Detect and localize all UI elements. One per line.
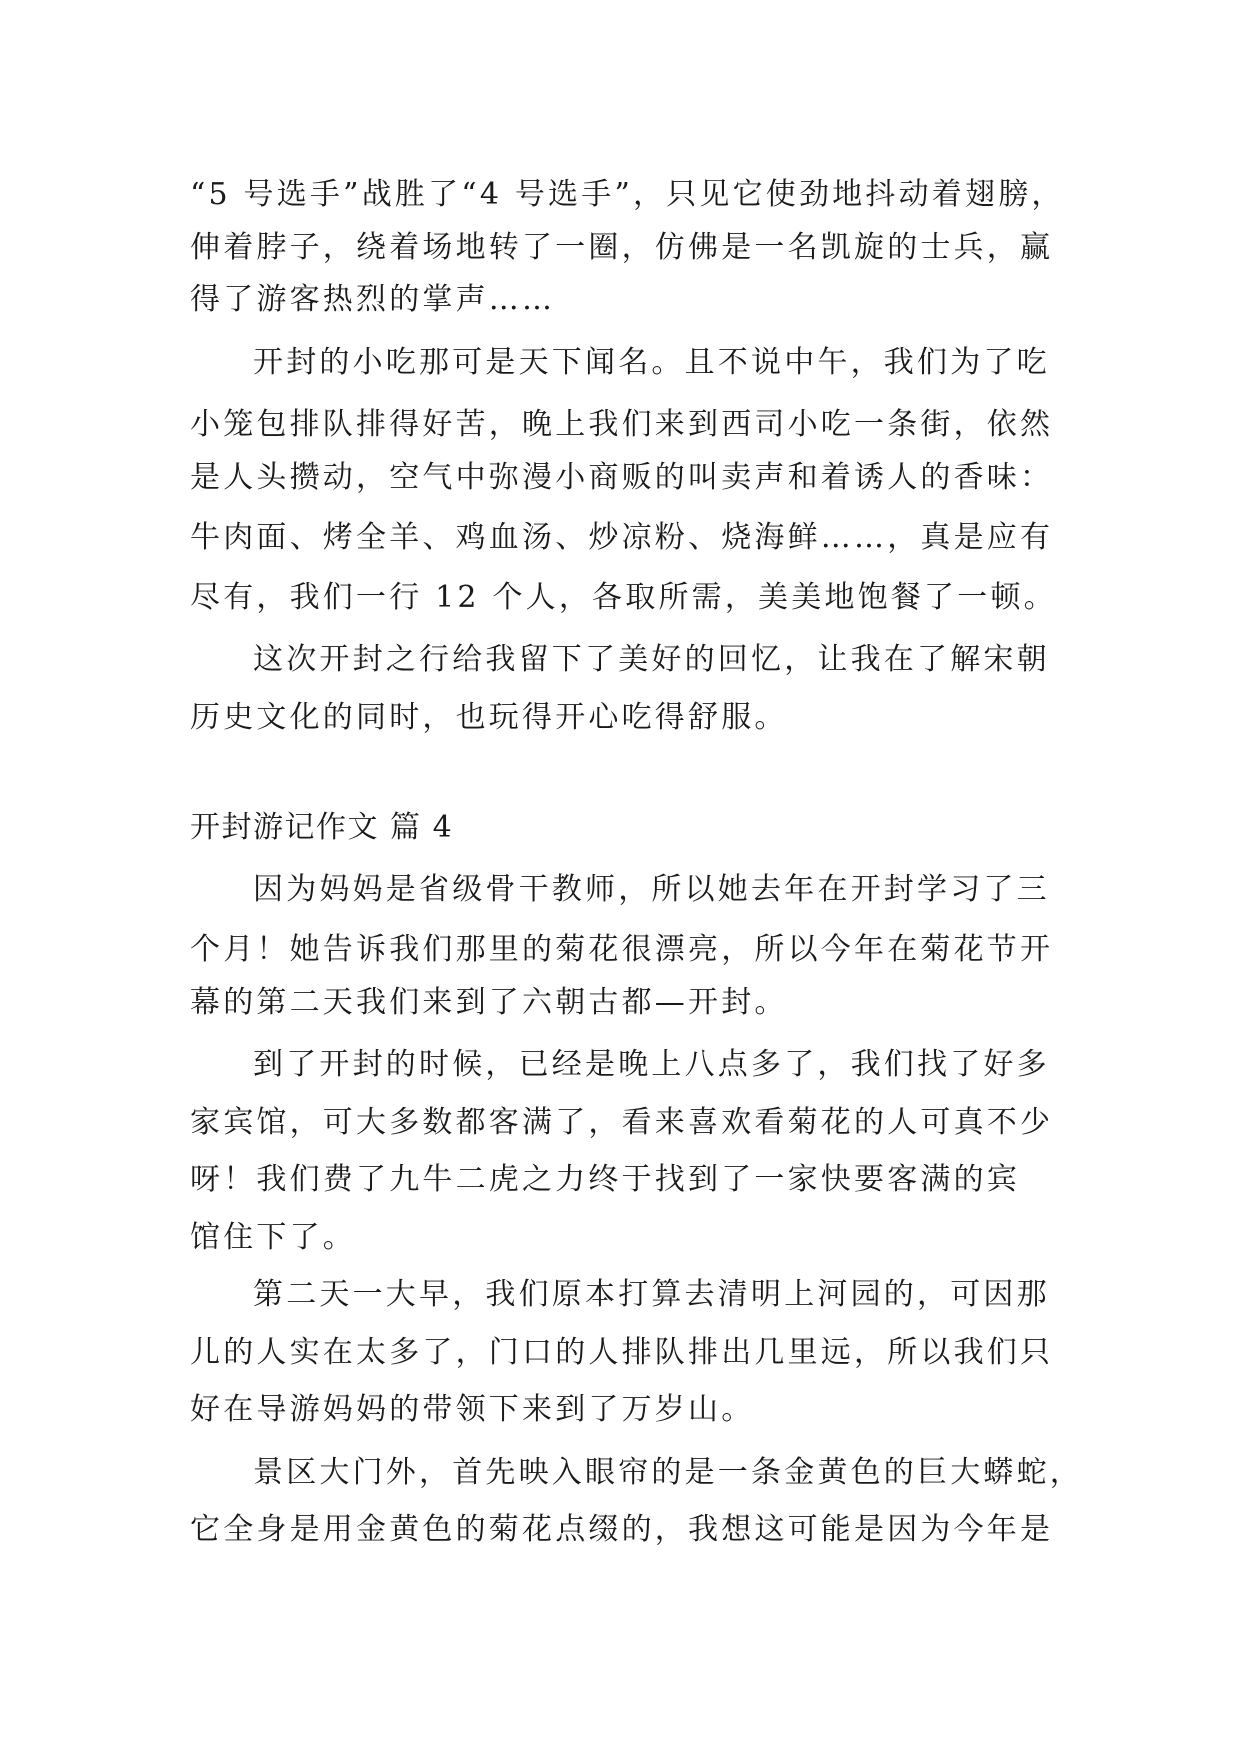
text-line: 幕的第二天我们来到了六朝古都—开封。 (190, 985, 788, 1020)
text-line: 它全身是用金黄色的菊花点缀的，我想这可能是因为今年是 (190, 1512, 1054, 1547)
text-line: 个月！她告诉我们那里的菊花很漂亮，所以今年在菊花节开 (190, 932, 1054, 967)
text-line: 小笼包排队排得好苦，晚上我们来到西司小吃一条街，依然 (190, 407, 1054, 442)
text-line: 呀！我们费了九牛二虎之力终于找到了一家快要客满的宾 (190, 1162, 1020, 1197)
paragraph-first-line: 到了开封的时候，已经是晚上八点多了，我们找了好多 (253, 1047, 1050, 1082)
text-line: 儿的人实在太多了，门口的人排队排出几里远，所以我们只 (190, 1335, 1054, 1370)
section-heading: 开封游记作文 篇 4 (190, 810, 454, 845)
text-line: 尽有，我们一行 12 个人，各取所需，美美地饱餐了一顿。 (190, 580, 1057, 615)
text-line: 馆住下了。 (190, 1220, 356, 1255)
text-line: 历史文化的同时，也玩得开心吃得舒服。 (190, 700, 788, 735)
text-line: 家宾馆，可大多数都客满了，看来喜欢看菊花的人可真不少 (190, 1105, 1054, 1140)
paragraph-first-line: 景区大门外，首先映入眼帘的是一条金黄色的巨大蟒蛇， (253, 1455, 1083, 1490)
text-line: 得了游客热烈的掌声…… (190, 282, 556, 317)
paragraph-first-line: 因为妈妈是省级骨干教师，所以她去年在开封学习了三 (253, 872, 1050, 907)
text-line: 伸着脖子，绕着场地转了一圈，仿佛是一名凯旋的士兵，赢 (190, 230, 1054, 265)
text-line: 是人头攒动，空气中弥漫小商贩的叫卖声和着诱人的香味： (190, 460, 1054, 495)
text-line: 好在导游妈妈的带领下来到了万岁山。 (190, 1392, 755, 1427)
paragraph-first-line: 第二天一大早，我们原本打算去清明上河园的，可因那 (253, 1277, 1050, 1312)
paragraph-first-line: 开封的小吃那可是天下闻名。且不说中午，我们为了吃 (253, 345, 1050, 380)
text-line: “5 号选手”战胜了“4 号选手”，只见它使劲地抖动着翅膀， (190, 177, 1065, 212)
paragraph-first-line: 这次开封之行给我留下了美好的回忆，让我在了解宋朝 (253, 642, 1050, 677)
text-line: 牛肉面、烤全羊、鸡血汤、炒凉粉、烧海鲜……，真是应有 (190, 520, 1054, 555)
